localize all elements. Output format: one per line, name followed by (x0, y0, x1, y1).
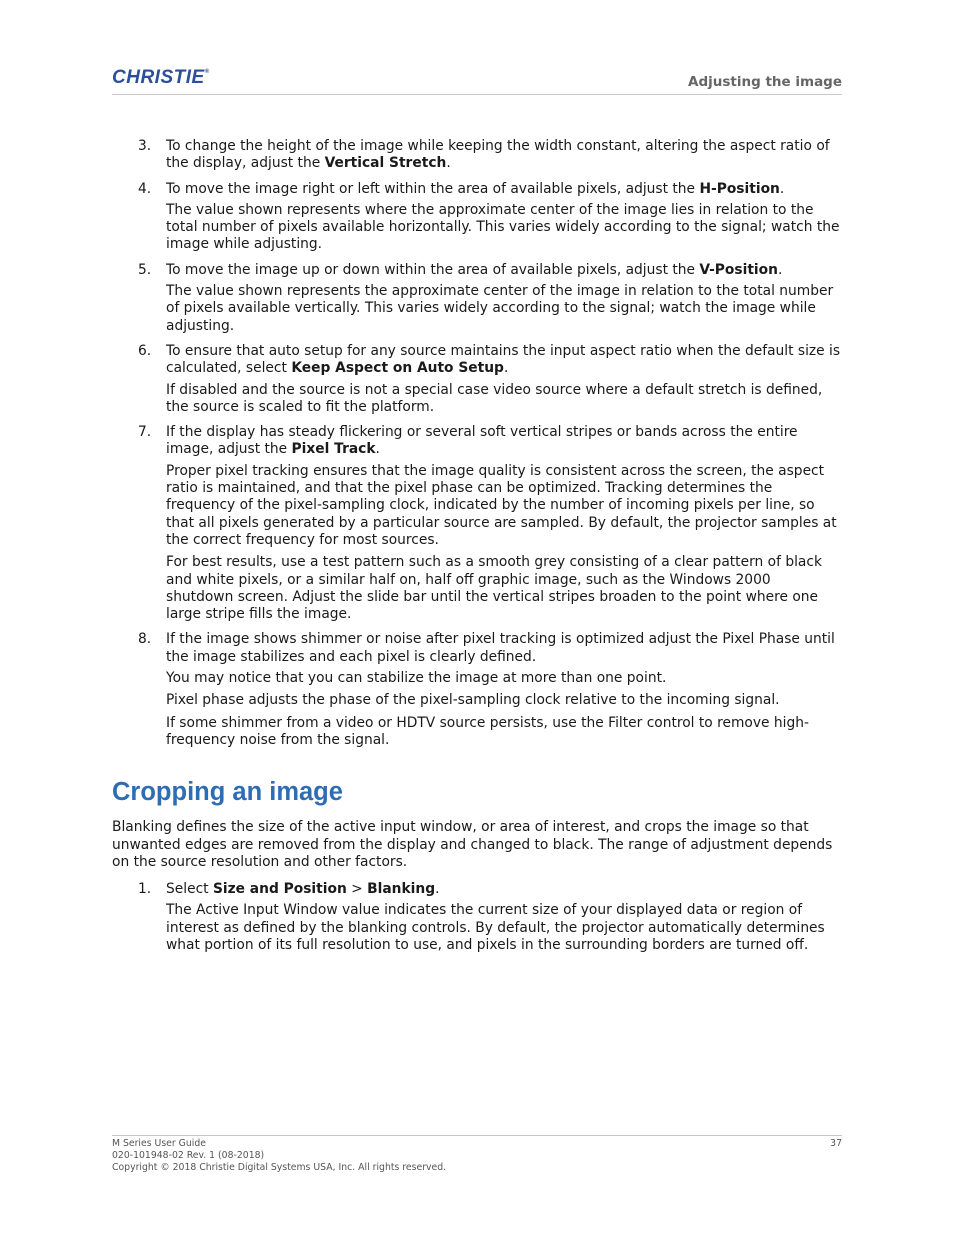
step-number: 7. (138, 424, 152, 441)
logo-text: CHRISTIE (112, 67, 205, 88)
step-instruction (166, 881, 842, 898)
list-item (112, 343, 842, 416)
page-number: 37 (830, 1138, 842, 1149)
list-item (112, 181, 842, 254)
ui-control-name: Blanking (367, 881, 436, 898)
step-number: 3. (138, 138, 152, 154)
step-instruction (166, 631, 842, 666)
step-instruction (166, 424, 842, 459)
step-note: If some shimmer from a video or HDTV source persists, use the Filter control to remove high-frequency noise from the signal. (166, 714, 809, 748)
section-heading: Cropping an image (112, 778, 343, 807)
ui-control-name: Keep Aspect on Auto Setup (291, 360, 504, 377)
step-text: If the display has steady flickering or several soft vertical stripes or bands across the entire image, adjust the (166, 424, 798, 458)
step-text-end: . (503, 360, 509, 377)
running-header: Adjusting the image (688, 74, 842, 90)
step-text: To move the image right or left within the area of available pixels, adjust the (166, 180, 700, 197)
procedure-list (112, 138, 842, 749)
cropping-procedure-list (112, 881, 842, 954)
step-text-end: . (779, 180, 785, 197)
list-item (112, 631, 842, 749)
section-intro: Blanking defines the size of the active input window, or area of interest, and crops the image so that unwanted edges are removed from the display and changed to black. The range of adjustment depends on the source resolution and other factors. (112, 819, 833, 870)
step-number: 8. (138, 631, 152, 648)
step-number: 5. (138, 261, 152, 278)
footer-copyright: Copyright © 2018 Christie Digital Systems USA, Inc. All rights reserved. (112, 1161, 447, 1173)
step-note: The value shown represents where the approximate center of the image lies in relation to the total number of pixels available horizontally. This varies widely according to the signal; watch the image while adjusting. (166, 201, 840, 253)
step-note: If disabled and the source is not a special case video source where a default stretch is defined, the source is scaled to fit the platform. (166, 381, 823, 415)
step-note: The Active Input Window value indicates the current size of your displayed data or region of interest as defined by the blanking controls. By default, the projector automatically determines what portion of its full resolution to use, and pixels in the surrounding borders are turned off. (166, 902, 825, 953)
step-instruction (166, 181, 842, 198)
step-note: The value shown represents the approximate center of the image in relation to the total number of pixels available vertically. This varies widely according to the signal; watch the image while adjusting. (166, 283, 834, 334)
ui-control-name: H-Position (699, 180, 780, 197)
footer-guide-title: M Series User Guide (112, 1138, 206, 1149)
ui-control-name: Pixel Track (291, 441, 376, 458)
ui-control-name: Size and Position (212, 881, 347, 898)
step-note: Proper pixel tracking ensures that the image quality is consistent across the screen, the aspect ratio is maintained, and that the pixel phase can be optimized. Tracking determines the frequency of the pixel-sampling clock, indicated by the number of incoming pixels per line, so that all pixels generated by a particular source are sampled. By default, the projector samples at the correct frequency for most sources. (166, 462, 837, 548)
logo-mark: ® (204, 69, 210, 75)
menu-separator: > (346, 881, 368, 898)
step-text-end: . (375, 441, 380, 458)
step-text-end: . (777, 261, 783, 278)
ui-control-name: V-Position (699, 261, 778, 278)
step-text: To change the height of the image while keeping the width constant, altering the aspect ratio of the display, adjust the (166, 138, 830, 172)
step-text: Select (166, 881, 213, 898)
step-text-end: . (446, 155, 451, 172)
step-text: If the image shows shimmer or noise after pixel tracking is optimized adjust the Pixel Phase until the image stabilizes and each pixel is clearly defined. (166, 631, 835, 665)
list-item (112, 424, 842, 623)
step-note: Pixel phase adjusts the phase of the pixel-sampling clock relative to the incoming signal. (166, 692, 780, 709)
header-divider (112, 94, 842, 95)
step-number: 1. (138, 881, 152, 898)
step-note: You may notice that you can stabilize the image at more than one point. (166, 670, 667, 687)
step-number: 6. (138, 342, 152, 359)
page-content (112, 138, 842, 962)
footer-divider (112, 1135, 842, 1136)
list-item (112, 138, 842, 173)
step-instruction (166, 138, 842, 173)
footer (112, 1138, 446, 1173)
list-item (112, 262, 842, 335)
ui-control-name: Vertical Stretch (324, 155, 447, 172)
step-text: To move the image up or down within the area of available pixels, adjust the (166, 261, 700, 278)
christie-logo (112, 67, 210, 89)
footer-doc-number: 020-101948-02 Rev. 1 (08-2018) (112, 1149, 265, 1161)
step-note: For best results, use a test pattern such as a smooth grey consisting of a clear pattern of black and white pixels, or a similar half on, half off graphic image, such as the Windows 2000 shutdown screen. Adjust the slide bar until the vertical stripes broaden to the point where one large stripe fills the image. (166, 554, 822, 623)
step-text: To ensure that auto setup for any source maintains the input aspect ratio when the default size is calculated, select (166, 342, 841, 377)
step-text-end: . (435, 881, 440, 898)
list-item (112, 881, 842, 954)
step-instruction (166, 262, 842, 279)
step-number: 4. (138, 180, 152, 197)
step-instruction (166, 343, 842, 378)
